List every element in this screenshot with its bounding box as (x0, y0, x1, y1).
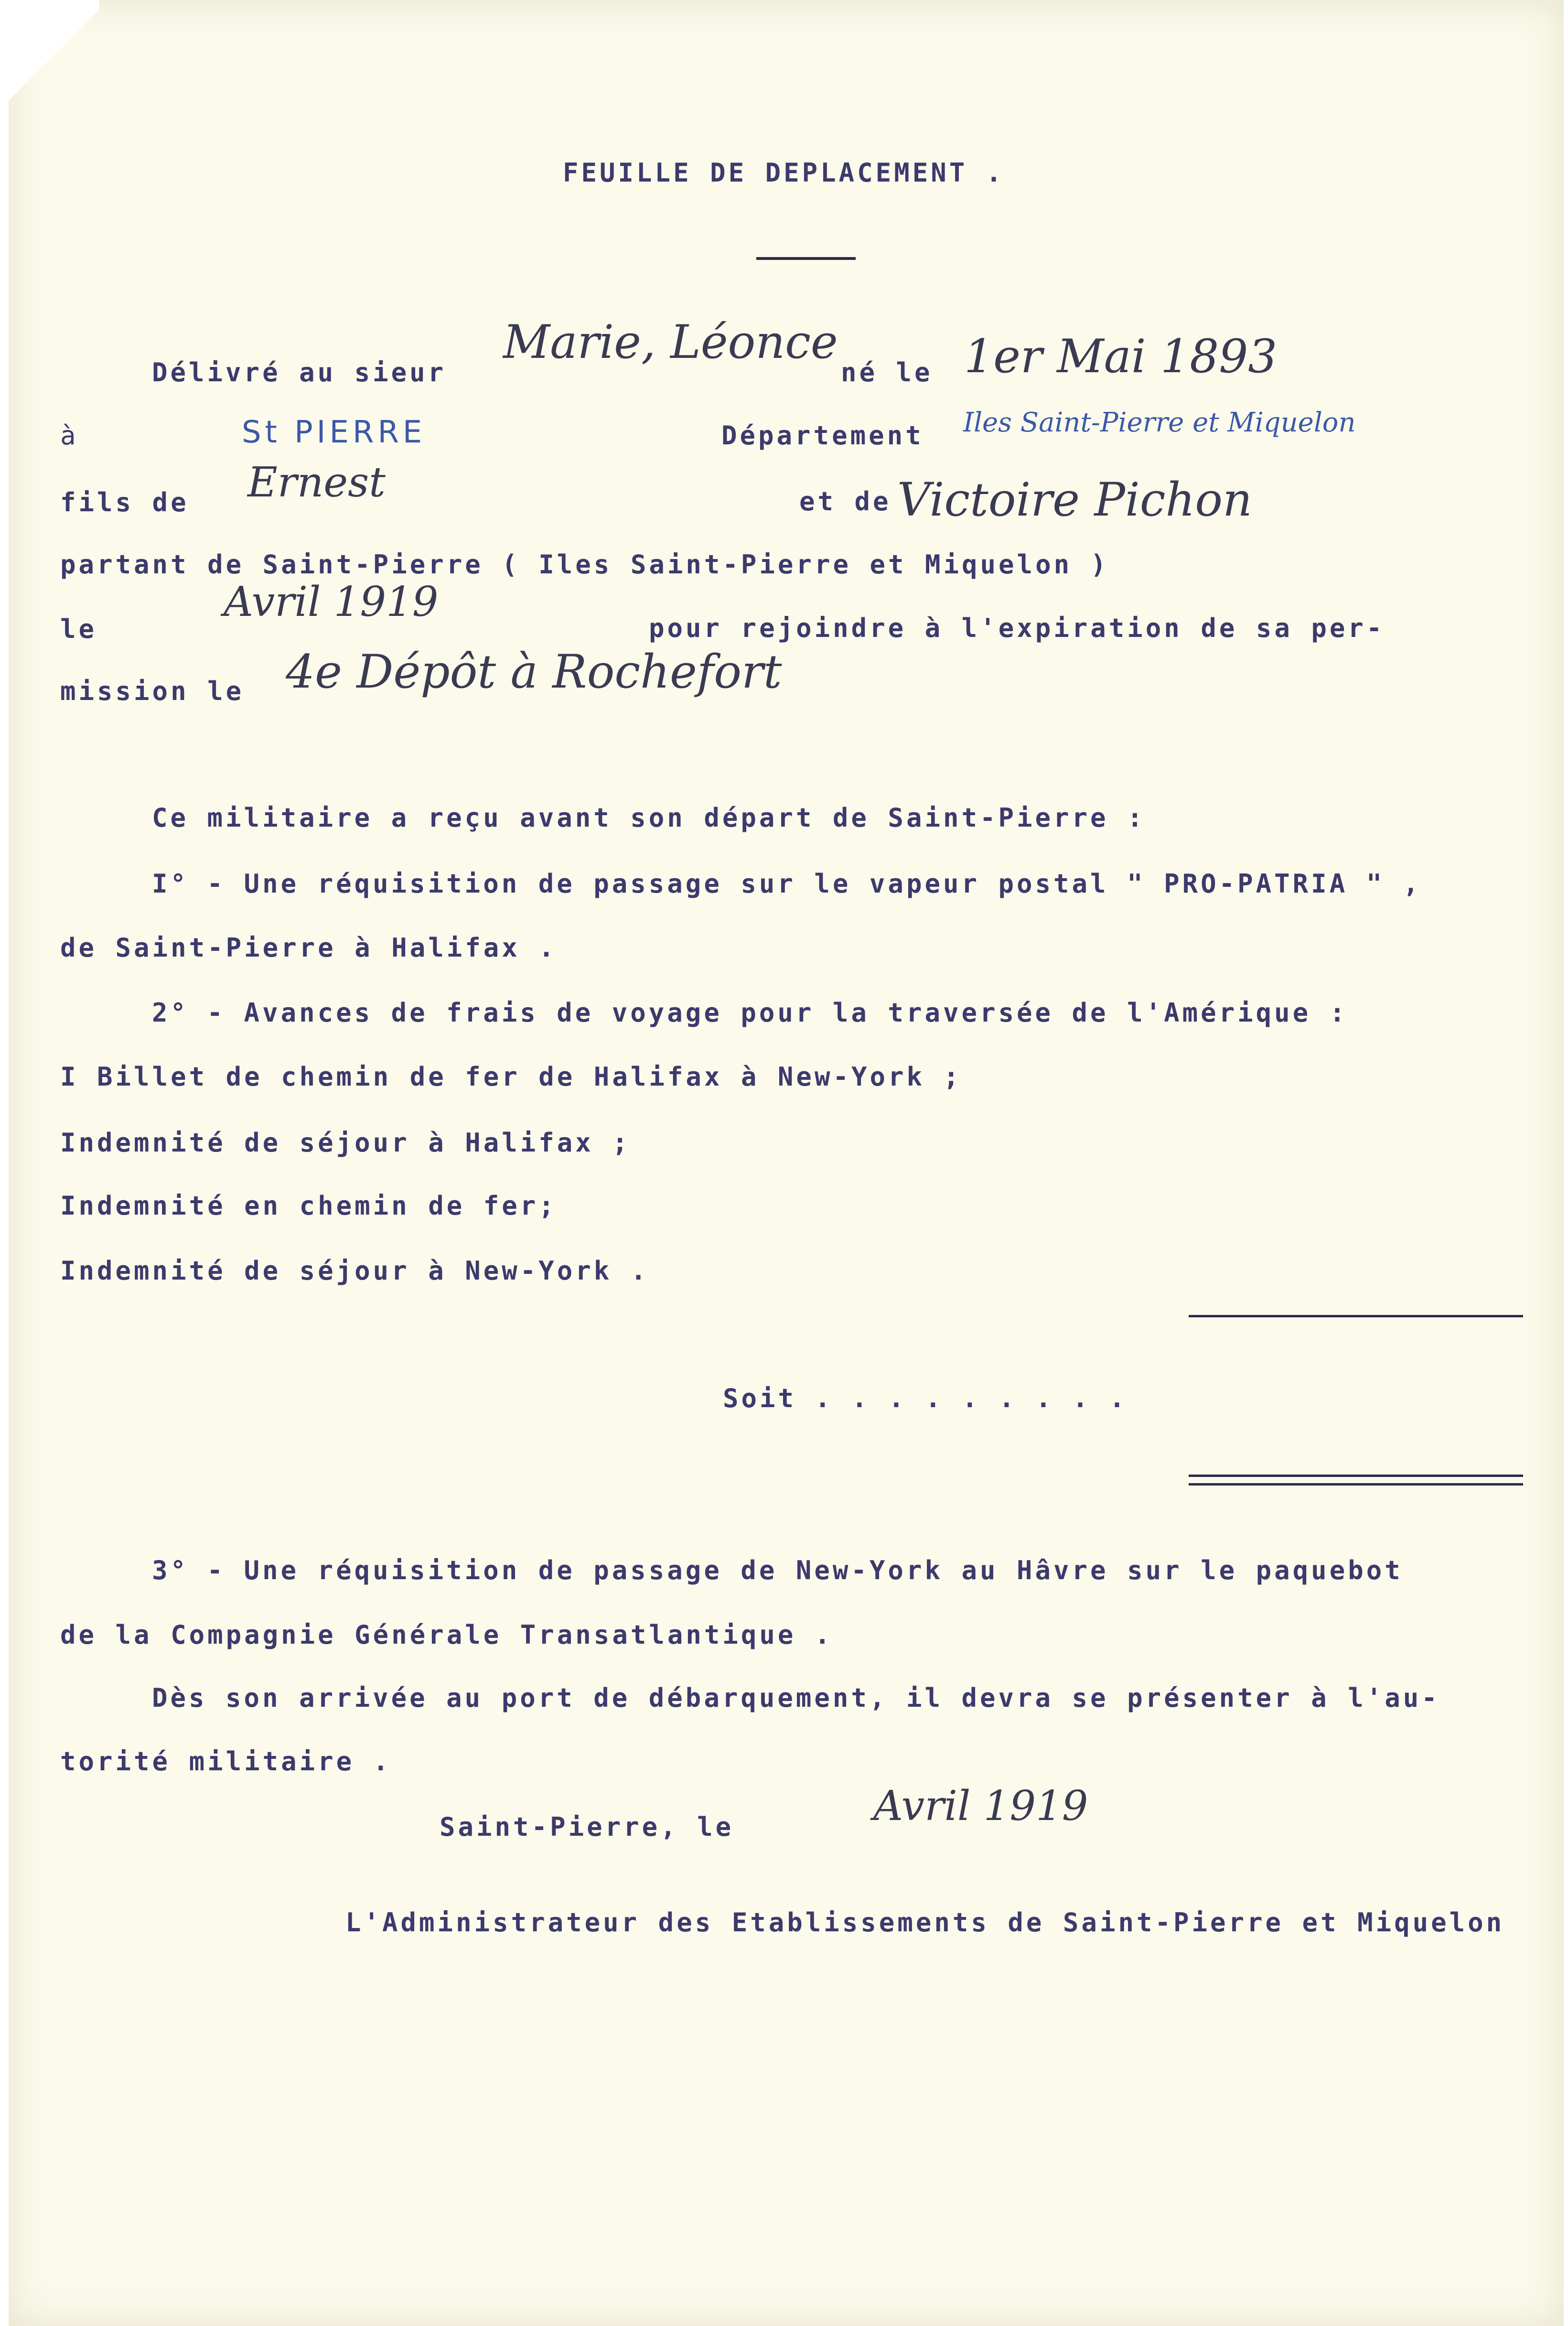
date-label: le (60, 614, 97, 644)
birth-date-handwritten: 1er Mai 1893 (964, 330, 1278, 383)
subtotal-line (1189, 1315, 1523, 1317)
father-handwritten: Ernest (247, 459, 386, 506)
torn-corner (9, 0, 99, 158)
rejoin-text: pour rejoindre à l'expiration de sa per- (649, 613, 1385, 643)
expense-item: Indemnité de séjour à Halifax ; (60, 1128, 631, 1158)
expense-item: Indemnité en chemin de fer; (60, 1191, 557, 1221)
total-double-rule-bottom (1189, 1483, 1523, 1486)
arrival-line-2: torité militaire . (60, 1746, 392, 1777)
name-handwritten: Marie, Léonce (503, 315, 838, 369)
document-page (9, 0, 1564, 2326)
department-stamp: Iles Saint-Pierre et Miquelon (963, 407, 1356, 438)
total-double-rule-top (1189, 1475, 1523, 1477)
expense-item: Indemnité de séjour à New-York . (60, 1256, 649, 1286)
permission-label: mission le (60, 676, 245, 706)
received-intro: Ce militaire a reçu avant son départ de Saint-Pierre : (152, 803, 1146, 833)
administrator-signature-line: L'Administrateur des Etablissements de Saint-Pierre et Miquelon (345, 1907, 1505, 1938)
mother-label: et de (799, 486, 891, 517)
item-1-line-1: I° - Une réquisition de passage sur le vapeur postal " PRO-PATRIA " , (152, 869, 1422, 899)
place-stamp: St PIERRE (242, 415, 426, 450)
issue-date-handwritten: Avril 1919 (873, 1782, 1088, 1830)
total-line: Soit . . . . . . . . . (723, 1383, 1128, 1413)
departure-line: partant de Saint-Pierre ( Iles Saint-Pierre et Miquelon ) (60, 549, 1109, 580)
mother-handwritten: Victoire Pichon (897, 473, 1252, 527)
department-label: Département (721, 420, 924, 451)
arrival-line-1: Dès son arrivée au port de débarquement, il devra se présenter à l'au- (152, 1683, 1440, 1713)
expense-item: I Billet de chemin de fer de Halifax à New-York ; (60, 1062, 962, 1092)
born-label: né le (841, 357, 933, 388)
destination-handwritten: 4e Dépôt à Rochefort (286, 645, 782, 699)
item-3-line-1: 3° - Une réquisition de passage de New-York au Hâvre sur le paquebot (152, 1555, 1403, 1585)
title-underline (756, 257, 856, 260)
son-of-label: fils de (60, 487, 189, 517)
place-date-label: Saint-Pierre, le (440, 1812, 734, 1842)
item-3-line-2: de la Compagnie Générale Transatlantique . (60, 1620, 833, 1650)
item-2-line-1: 2° - Avances de frais de voyage pour la traversée de l'Amérique : (152, 998, 1348, 1028)
departure-date-handwritten: Avril 1919 (224, 578, 439, 626)
issued-to-label: Délivré au sieur (152, 357, 447, 388)
place-prefix: à (60, 420, 79, 451)
item-1-line-2: de Saint-Pierre à Halifax . (60, 933, 557, 963)
document-title: FEUILLE DE DEPLACEMENT . (563, 158, 1005, 188)
